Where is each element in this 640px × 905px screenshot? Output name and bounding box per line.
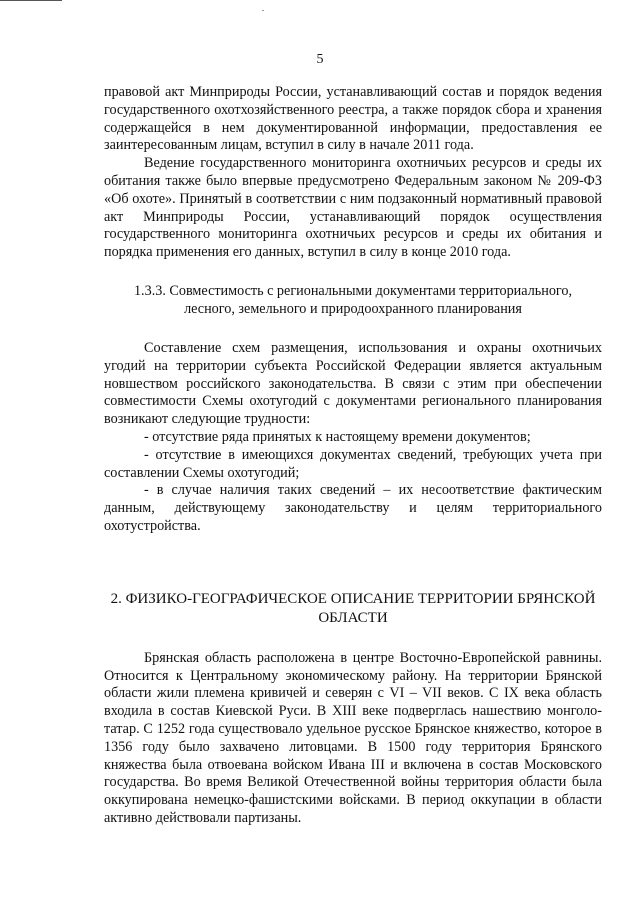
document-body [104, 84, 602, 828]
paragraph-compatibility: Составление схем размещения, использования и охраны охотничьих угодий на территории субъекта Российской Федерации является актуальным новшеством российского законодательства. В связи с этим при обеспечении совместимости Схемы охотугодий с документами регионального планирования возникают следующие трудности: [104, 339, 602, 428]
section-heading-line-1: 2. ФИЗИКО-ГЕОГРАФИЧЕСКОЕ ОПИСАНИЕ ТЕРРИТОРИИ БРЯНСКОЙ [110, 590, 596, 607]
subsection-heading [104, 282, 602, 318]
list-item-difficulty-2: - отсутствие в имеющихся документах сведений, требующих учета при составлении Схемы охотугодий; [104, 446, 602, 481]
section-heading [104, 590, 602, 628]
page-number: 5 [316, 52, 324, 67]
section-heading-line-2: ОБЛАСТИ [318, 609, 388, 626]
paragraph-bryansk-description: Брянская область расположена в центре Восточно-Европейской равнины. Относится к Центральному экономическому району. На территории Брянской области жили племена кривичей и северян с VI – VII веков. С IX века область входила в состав Киевской Руси. В XIII веке подверглась нашествию монголо-татар. С 1252 года существовало удельное русское Брянское княжество, которое в 1356 году было захвачено литовцами. В 1500 году территория Брянского княжества была отвоевана войском Ивана III и включена в состав Московского государства. Во время Великой Отечественной войны территория области была оккупирована немецко-фашистскими войсками. В период оккупации в области активно действовали партизаны. [104, 649, 602, 826]
subsection-heading-line-1: 1.3.3. Совместимость с региональными документами территориального, [133, 282, 573, 299]
scan-artifact-dot [262, 10, 264, 11]
paragraph-monitoring: Ведение государственного мониторинга охотничьих ресурсов и среды их обитания также было впервые предусмотрено Федеральным законом № 209-ФЗ «Об охоте». Принятый в соответствии с ним подзаконный нормативный правовой акт Минприроды России, устанавливающий порядок осуществления государственного мониторинга охотничьих ресурсов и среды их обитания и порядка применения его данных, вступил в силу в конце 2010 года. [104, 155, 602, 261]
list-item-difficulty-3: - в случае наличия таких сведений – их несоответствие фактическим данным, действующему законодательству и целям территориального охотустройства. [104, 482, 602, 534]
paragraph-continuation: правовой акт Минприроды России, устанавливающий состав и порядок ведения государственного охотхозяйственного реестра, а также порядок сбора и хранения содержащейся в нем документированной информации, предоставления ее заинтересованным лицам, вступил в силу в начале 2011 года. [104, 84, 602, 154]
subsection-heading-line-2: лесного, земельного и природоохранного планирования [184, 300, 522, 317]
scan-artifact-line [0, 0, 62, 1]
list-item-difficulty-1: - отсутствие ряда принятых к настоящему времени документов; [144, 428, 531, 445]
